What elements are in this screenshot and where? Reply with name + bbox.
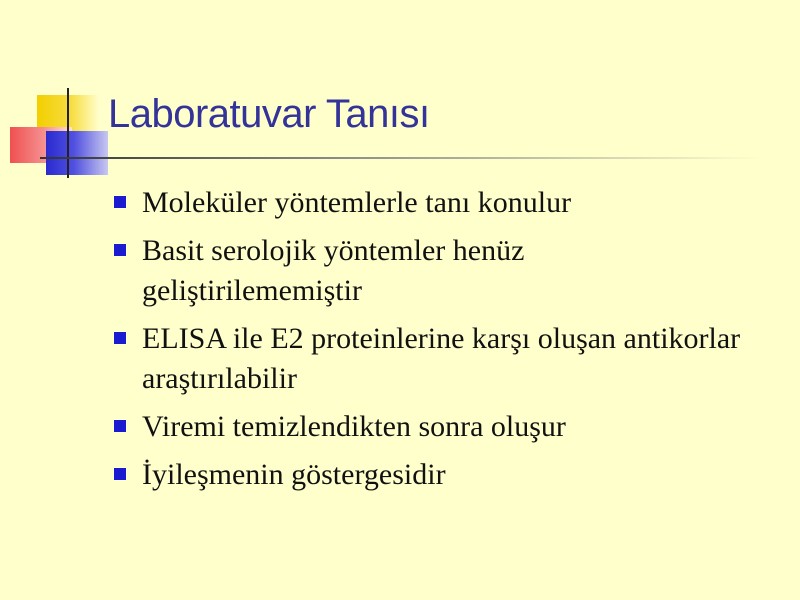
square-bullet-icon <box>114 196 126 208</box>
bullet-text: Moleküler yöntemlerle tanı konulur <box>142 186 572 219</box>
title-underline <box>40 157 760 159</box>
square-bullet-icon <box>114 468 126 480</box>
decor-blue-square <box>46 131 108 175</box>
square-bullet-icon <box>114 332 126 344</box>
slide-title: Laboratuvar Tanısı <box>108 92 430 136</box>
bullet-item <box>110 407 750 447</box>
bullet-list <box>110 183 750 503</box>
bullet-text: İyileşmenin göstergesidir <box>142 458 446 491</box>
bullet-item <box>110 231 750 311</box>
bullet-text: ELISA ile E2 proteinlerine karşı oluşan antikorlar araştırılabilir <box>142 322 741 395</box>
bullet-item <box>110 455 750 495</box>
bullet-item <box>110 183 750 223</box>
bullet-text: Viremi temizlendikten sonra oluşur <box>142 410 566 443</box>
bullet-item <box>110 319 750 399</box>
square-bullet-icon <box>114 420 126 432</box>
bullet-text: Basit serolojik yöntemler henüz geliştirilememiştir <box>142 234 525 307</box>
square-bullet-icon <box>114 244 126 256</box>
decor-vertical-line <box>67 88 69 178</box>
